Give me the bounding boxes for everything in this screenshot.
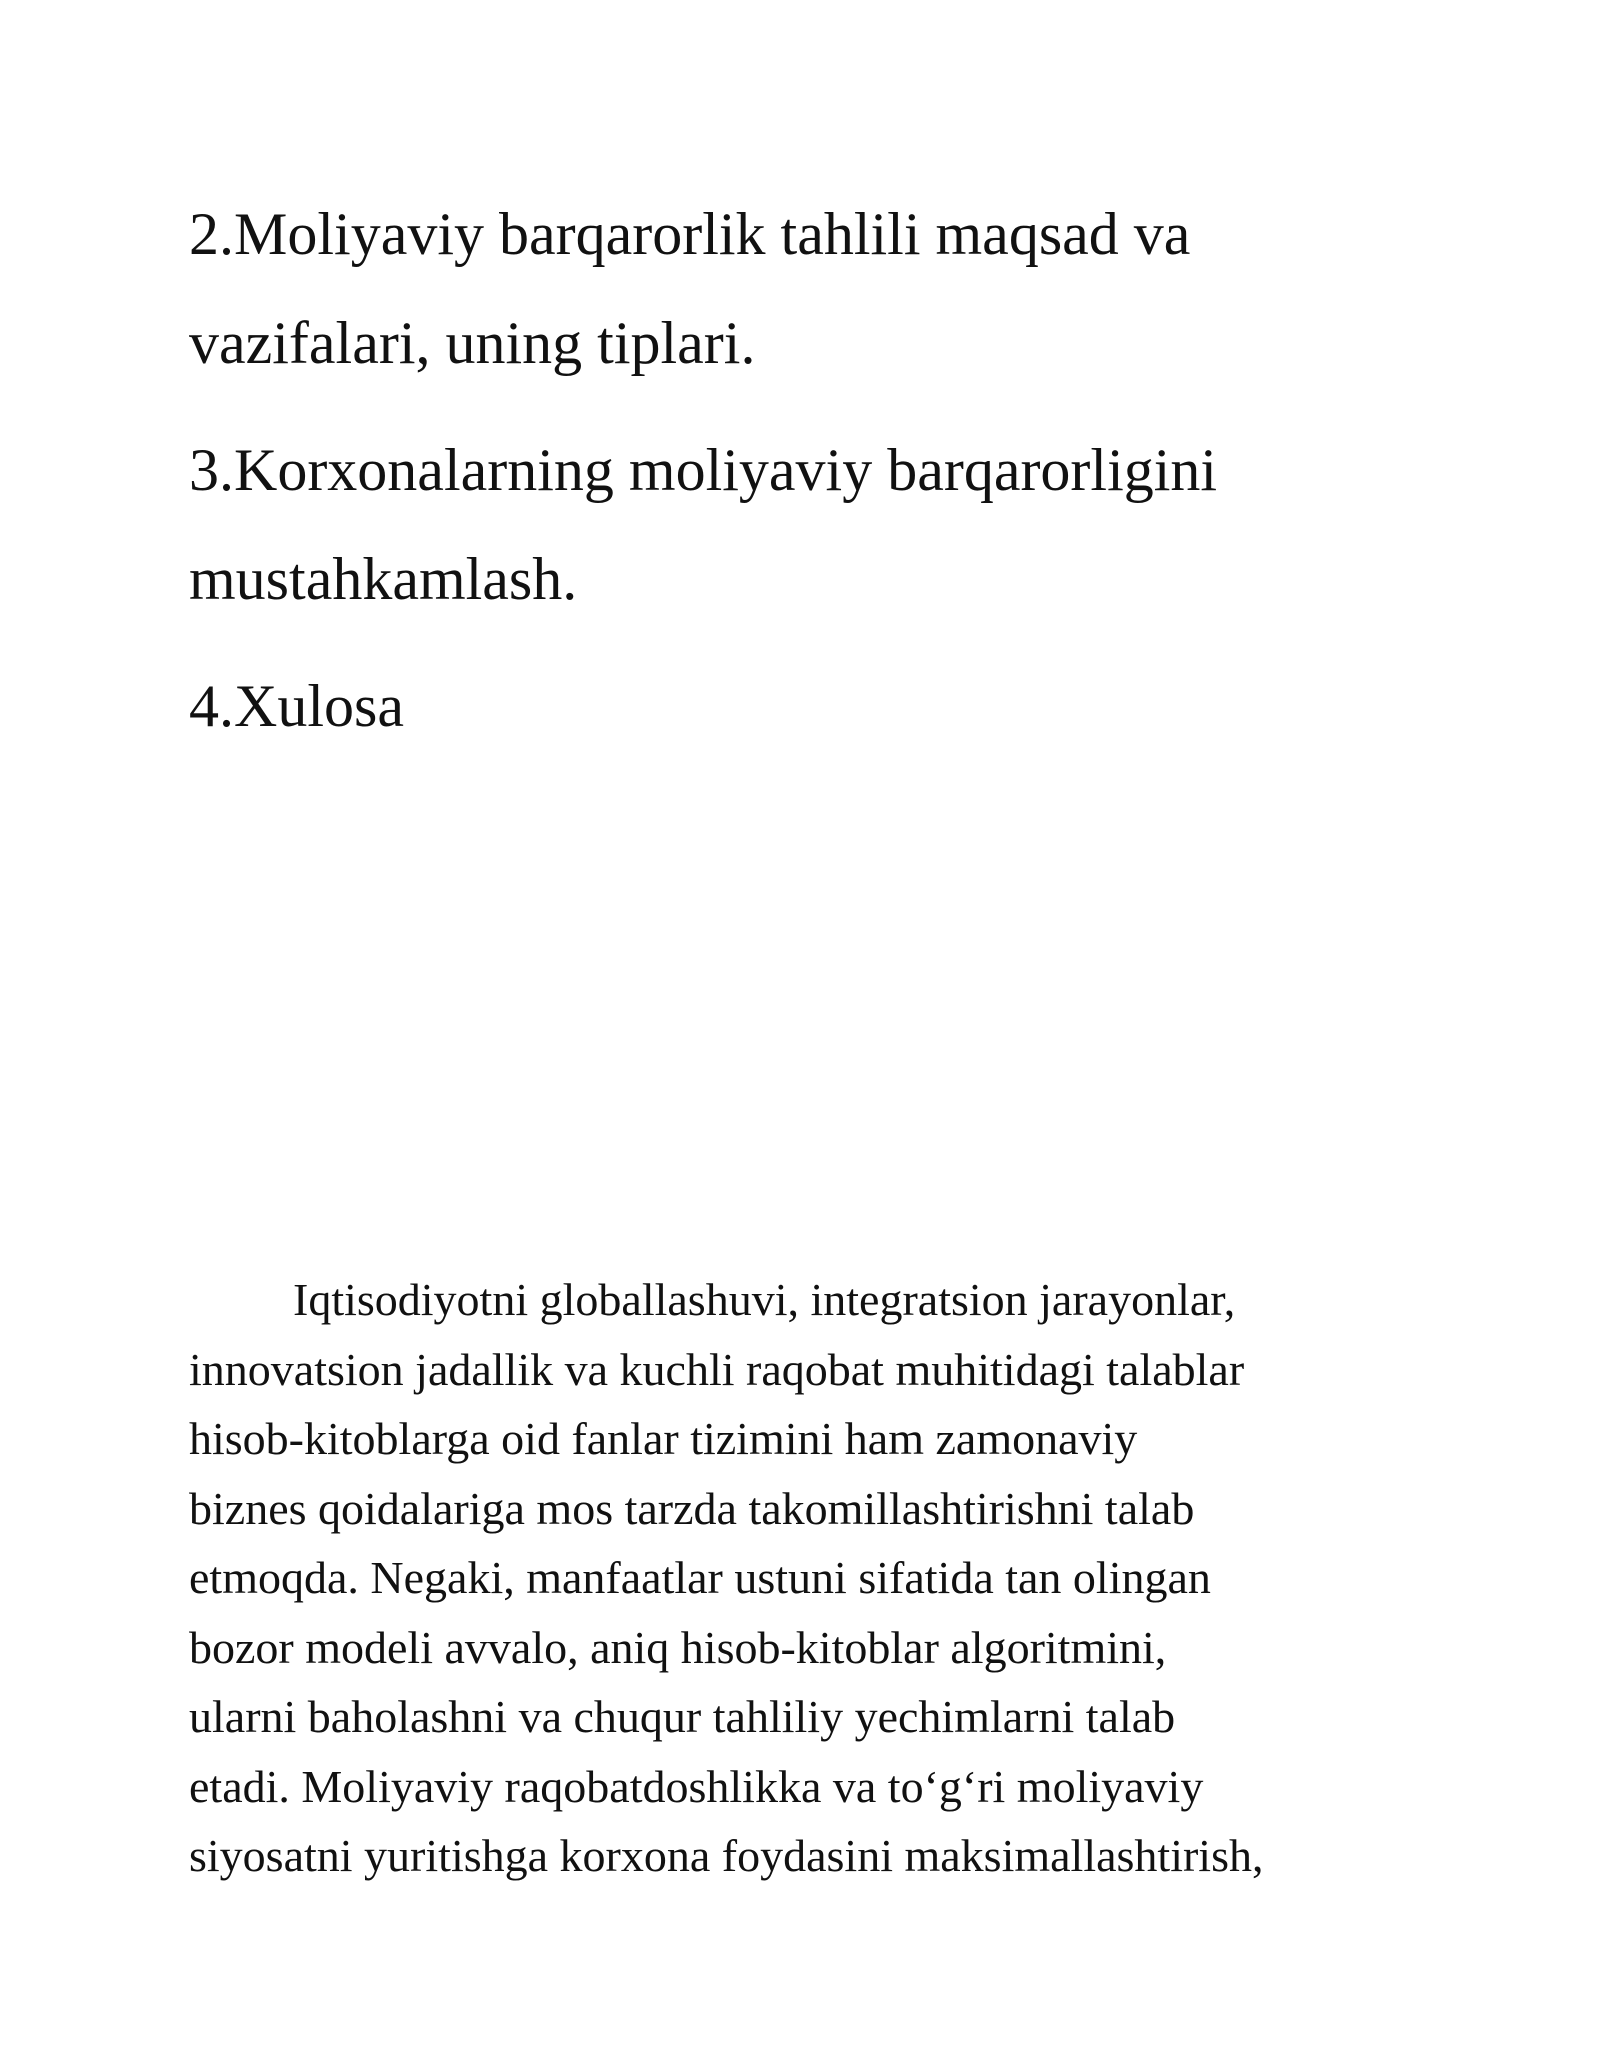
toc-item-3-line-2: mustahkamlash.: [189, 546, 578, 612]
toc-item-4: [189, 652, 1449, 761]
toc-item-2-line-1: 2.Moliyaviy barqarorlik tahlili maqsad va: [189, 201, 1191, 267]
toc-item-4-line-1: 4.Xulosa: [189, 673, 404, 739]
toc-item-3-line-1: 3.Korxonalarning moliyaviy barqarorligini: [189, 437, 1218, 503]
paragraph-line: siyosatni yuritishga korxona foydasini maksimallashtirish,: [189, 1830, 1264, 1881]
paragraph-line: biznes qoidalariga mos tarzda takomillashtirishni talab: [189, 1482, 1195, 1534]
paragraph-line: hisob-kitoblarga oid fanlar tizimini ham zamonaviy: [189, 1413, 1138, 1464]
table-of-contents: [189, 180, 1449, 779]
toc-item-2-line-2: vazifalari, uning tiplari.: [189, 310, 756, 376]
paragraph-line: Iqtisodiyotni globallashuvi, integratsion jarayonlar,: [293, 1274, 1236, 1325]
body-paragraph: [189, 1265, 1489, 1891]
paragraph-line: innovatsion jadallik va kuchli raqobat muhitidagi talablar: [189, 1343, 1245, 1395]
toc-item-2: [189, 180, 1449, 398]
paragraph-line: etadi. Moliyaviy raqobatdoshlikka va to‘g‘ri moliyaviy: [189, 1760, 1204, 1812]
paragraph-line: bozor modeli avvalo, aniq hisob-kitoblar algoritmini,: [189, 1621, 1167, 1673]
toc-item-3: [189, 416, 1449, 634]
paragraph-line: ularni baholashni va chuqur tahliliy yechimlarni talab: [189, 1691, 1176, 1742]
paragraph-line: etmoqda. Negaki, manfaatlar ustuni sifatida tan olingan: [189, 1552, 1211, 1603]
